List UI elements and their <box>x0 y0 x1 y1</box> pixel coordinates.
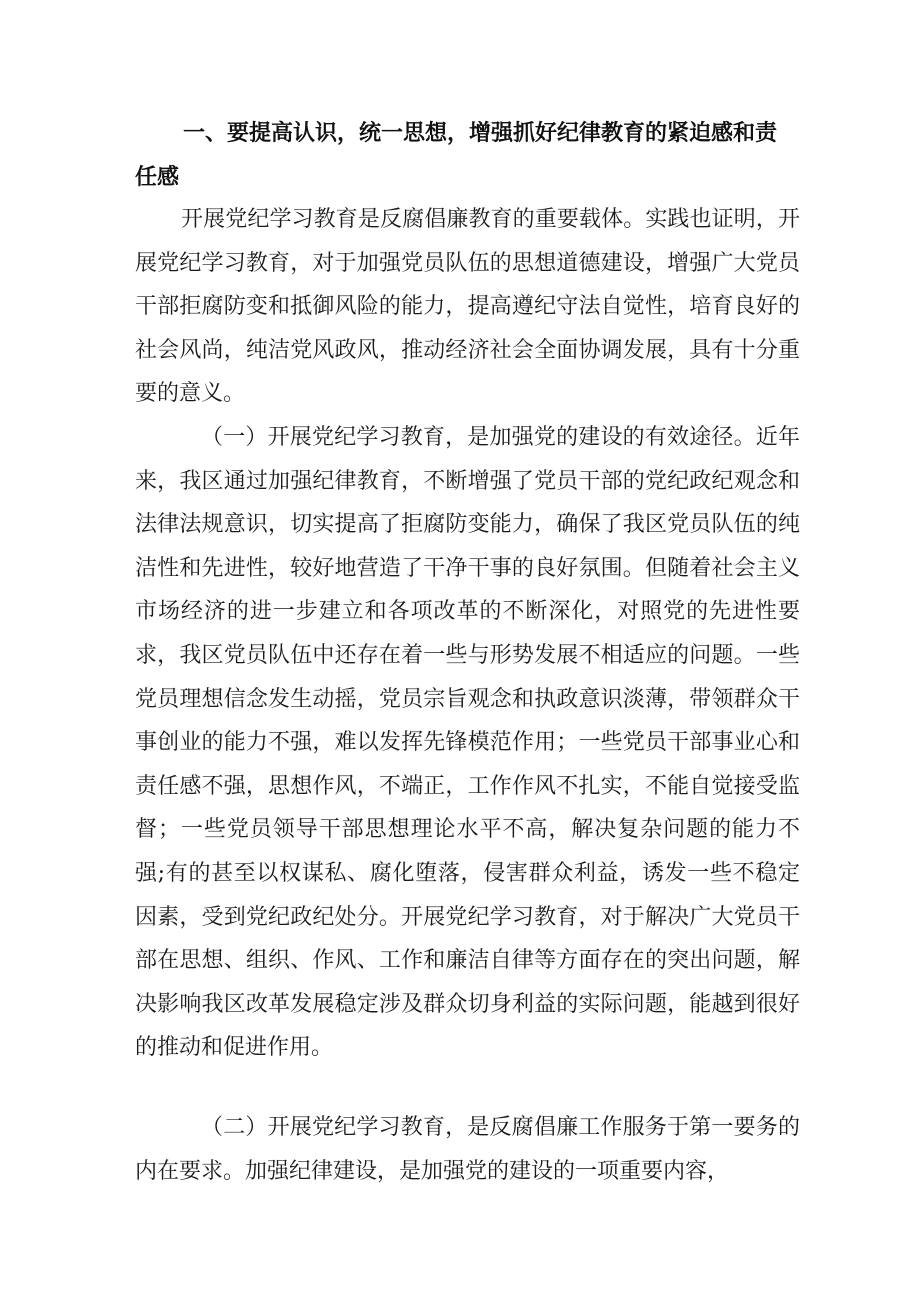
paragraph-intro: 开展党纪学习教育是反腐倡廉教育的重要载体。实践也证明，开展党纪学习教育，对于加强党员队伍的思想道德建设，增强广大党员干部拒腐防变和抵御风险的能力，提高遵纪守法自觉性，培育良好的社会风尚，纯洁党风政风，推动经济社会全面协调发展，具有十分重要的意义。 <box>135 207 800 407</box>
section-heading: 一、要提高认识，统一思想，增强抓好纪律教育的紧迫感和责任感 <box>135 121 778 190</box>
paragraph-point-one: （一）开展党纪学习教育，是加强党的建设的有效途径。近年来，我区通过加强纪律教育，不断增强了党员干部的党纪政纪观念和法律法规意识，切实提高了拒腐防变能力，确保了我区党员队伍的纯洁性和先进性，较好地营造了干净干事的良好氛围。但随着社会主义市场经济的进一步建立和各项改革的不断深化，对照党的先进性要求，我区党员队伍中还存在着一些与形势发展不相适应的问题。一些党员理想信念发生动摇，党员宗旨观念和执政意识淡薄，带领群众干事创业的能力不强，难以发挥先锋模范作用；一些党员干部事业心和责任感不强，思想作风，不端正，工作作风不扎实，不能自觉接受监督；一些党员领导干部思想理论水平不高，解决复杂问题的能力不强;有的甚至以权谋私、腐化堕落，侵害群众利益，诱发一些不稳定因素，受到党纪政纪处分。开展党纪学习教育，对于解决广大党员干部在思想、组织、作风、工作和廉洁自律等方面存在的突出问题，解决影响我区改革发展稳定涉及群众切身利益的实际问题，能越到很好的推动和促进作用。 <box>135 425 800 1061</box>
paragraph-point-two: （二）开展党纪学习教育，是反腐倡廉工作服务于第一要务的内在要求。加强纪律建设，是加强党的建设的一项重要内容， <box>135 1115 800 1184</box>
